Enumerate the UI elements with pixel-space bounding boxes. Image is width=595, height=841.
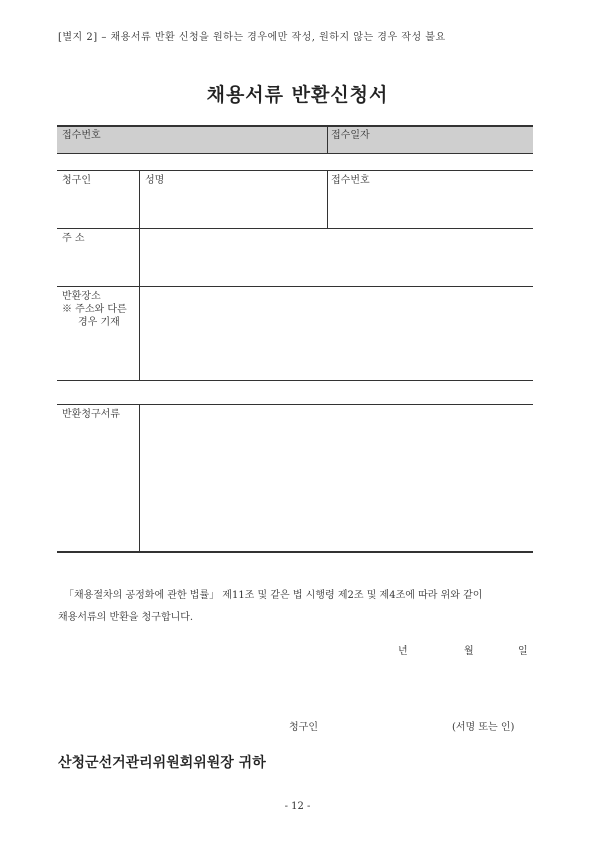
receipt-header-row <box>57 125 533 153</box>
return-place-note-cont: 경우 기재 <box>78 317 120 328</box>
return-place-row-bottom-border <box>57 380 533 381</box>
claimant-row-bottom-border <box>57 228 533 229</box>
declaration-text <box>58 585 538 629</box>
claimant-name-label: 성명 <box>145 175 165 186</box>
signature-stamp-label: (서명 또는 인) <box>452 722 515 733</box>
claimant-row-divider <box>327 170 328 228</box>
address-row-bottom-border <box>57 286 533 287</box>
return-docs-label: 반환청구서류 <box>62 409 120 420</box>
return-place-label: 반환장소 <box>62 291 101 302</box>
form-annex-note: [별지 2] – 채용서류 반환 신청을 원하는 경우에만 작성, 원하지 않는 경우 작성 불요 <box>58 32 446 43</box>
claimant-block-top-border <box>57 170 533 171</box>
receipt-row-bottom-border <box>57 153 533 154</box>
label-column-divider <box>139 170 140 380</box>
claimant-label: 청구인 <box>62 175 91 186</box>
form-title: 채용서류 반환신청서 <box>206 84 389 106</box>
receipt-row-divider <box>327 125 328 153</box>
date-day-label: 일 <box>518 646 528 657</box>
date-month-label: 월 <box>464 646 474 657</box>
return-docs-bottom-border <box>57 551 533 553</box>
receipt-number-label: 접수번호 <box>62 130 101 141</box>
table-top-border <box>57 125 533 127</box>
date-year-label: 년 <box>398 646 408 657</box>
address-label: 주 소 <box>62 233 85 244</box>
return-docs-top-border <box>57 404 533 405</box>
addressee: 산청군선거관리위원회위원장 귀하 <box>58 755 266 771</box>
declaration-line-2: 채용서류의 반환을 청구합니다. <box>58 612 194 623</box>
return-place-note: ※ 주소와 다른 <box>62 304 127 315</box>
receipt-date-label: 접수일자 <box>331 130 370 141</box>
page-number: - 12 - <box>284 801 311 812</box>
declaration-line-1: 「채용절차의 공정화에 관한 법률」 제11조 및 같은 법 시행령 제2조 및 제4조에 따라 위와 같이 <box>64 590 483 601</box>
claimant-receipt-number-label: 접수번호 <box>331 175 370 186</box>
signature-claimant-label: 청구인 <box>289 722 318 733</box>
return-docs-divider <box>139 404 140 551</box>
